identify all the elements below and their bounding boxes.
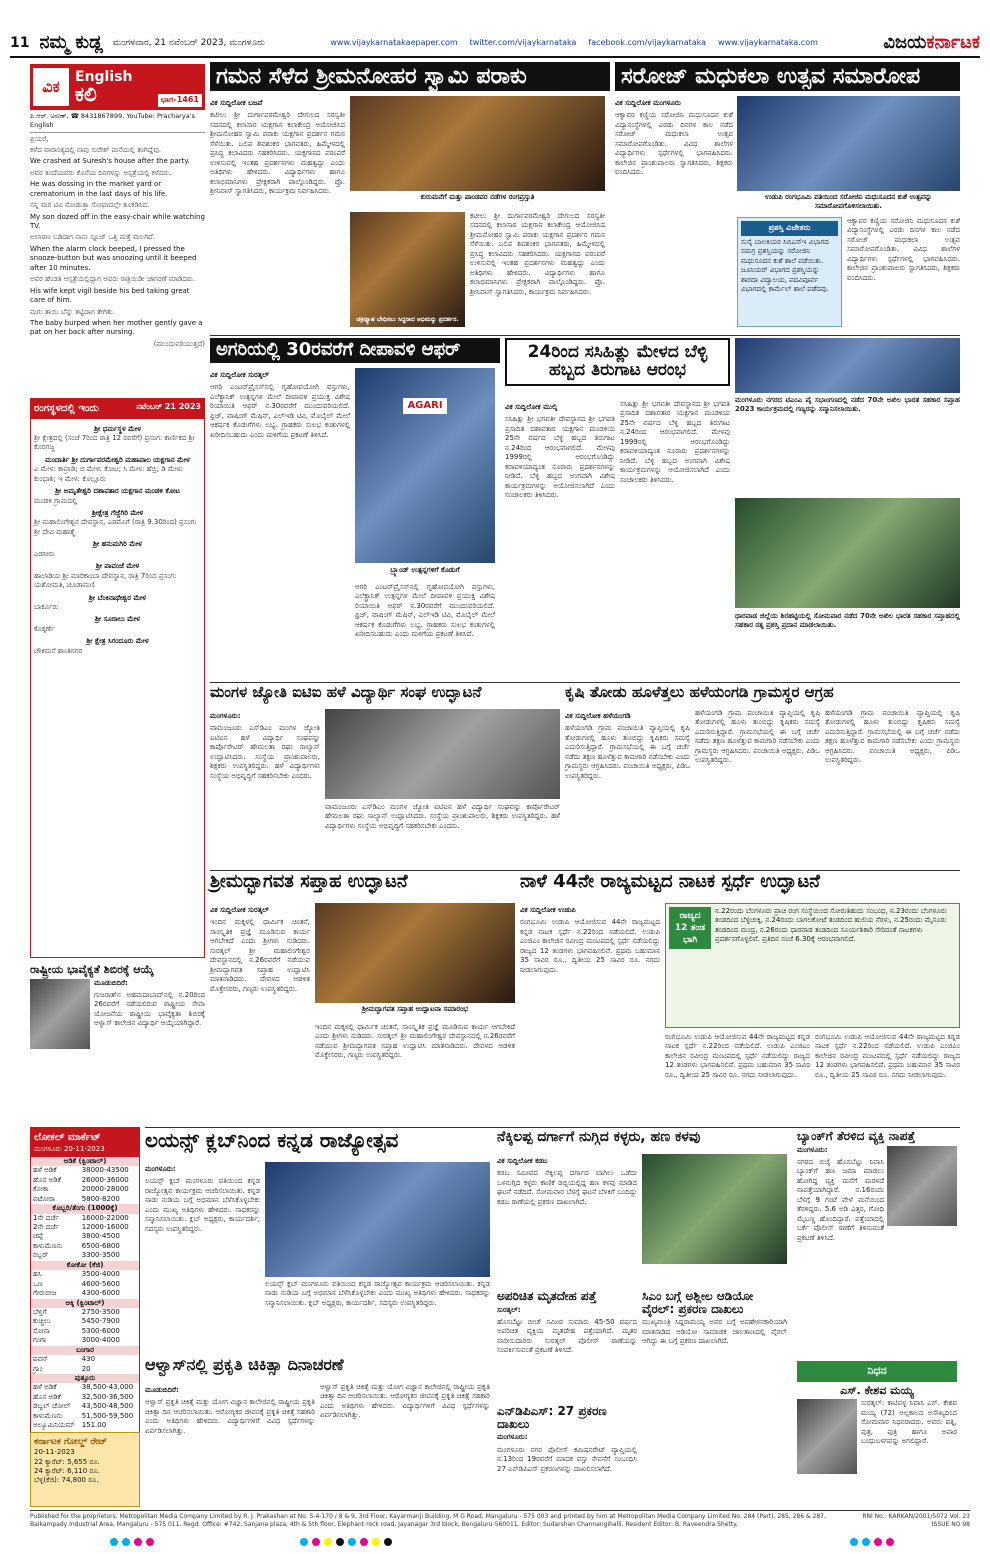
rangasthala-box [30,398,205,958]
krishi-col-1 [565,709,690,781]
market-section: ಕೋಕೋ (ಕೆಜಿ) [31,1261,139,1270]
kali-line-kn: ಪ್ರಿಯರೆ, [30,134,49,143]
market-row: ಕಾಳುಮೆಣಸು 51,500-59,500 [33,1411,134,1420]
agari-byline: ವಿಕ ಸುದ್ದಿಲೋಕ ಸುರತ್ಕಲ್ [210,371,269,379]
apar-article [497,1290,637,1400]
dargah-headline: ನೆಕ್ಕಿಲಪ್ಪ ದರ್ಗಾಗೆ ನುಗ್ಗಿದ ಕಳ್ಳರು, ಹಣ ಕಳವು [497,1129,701,1145]
mangala-body: ವಾಮಂಜೂರು ಎಸ್‌ಡಿಎಂ ಮಂಗಳ ಜ್ಯೋತಿ ಐಟಿಐನ ಹಳೆ ವಿದ್ಯಾರ್ಥಿ ಸಂಘವನ್ನು ಕಾರ್ಪೊರೇಟರ್ ಹೇಮಲತಾ ರಘು ಸಾಲ್ಯಾನ್ ಉದ್ಘಾಟಿಸಿದರು. ಸಂಸ್ಥೆಯ ಪ್ರಾಂಶುಪಾಲರು, ಶಿಕ್ಷಕರು ಉಪಸ್ಥಿತರಿದ್ದರು. ಹಳೆ ವಿದ್ಯಾರ್ಥಿಗಳು ಸಂಸ್ಥೆಯ ಅಭಿವೃದ್ಧಿಗೆ ಸಹಕರಿಸಬೇಕು ಎಂದರು. [210,724,320,780]
market-row: ಕಾಳುಮೆಣಸು 6500-6800 [33,1241,120,1250]
agari-headline: ಅಗರಿಯಲ್ಲಿ 30ರವರೆಗೆ ದೀಪಾವಳಿ ಆಫರ್ [210,338,500,363]
market-section: ಅಡಿಕೆ (ಕ್ವಿಂಟಾಲ್) [31,1157,139,1166]
venue-name: ಶ್ರೀ ಪಾವಂಜೆ ಮೇಳ [95,562,140,571]
nataka-body-cont: ರಂಗಭೂಮಿ ಉಡುಪಿ ಆಯೋಜಿಸುವ 44ನೇ ರಾಜ್ಯಮಟ್ಟದ ಕನ್ನಡ ನಾಟಕ ಸ್ಪರ್ಧೆ ನ.22ರಿಂದ ನಡೆಯಲಿದೆ. ಉಡುಪಿ ಎಂಜಿಎಂ ಕಾಲೇಜಿನ ರವೀಂದ್ರ ಮಂಟಪದಲ್ಲಿ ಸ್ಪರ್ಧೆ ನಡೆಯಲಿದ್ದು ರಾಜ್ಯದ 12 ತಂಡಗಳು ಭಾಗವಹಿಸಲಿವೆ. ಪ್ರಥಮ ಬಹುಮಾನ 35 ಸಾವಿರ ರೂ., ದ್ವಿತೀಯ 25 ಸಾವಿರ ರೂ. ನಗದು ನೀಡಲಾಗುವುದು. [665,1033,810,1079]
yakshagana-photo-2 [350,212,465,327]
alvas-headline: ಆಳ್ವಾಸ್‌ನಲ್ಲಿ ಪ್ರಕೃತಿ ಚಿಕಿತ್ಸಾ ದಿನಾಚರಣೆ [145,1355,344,1374]
apar-body: ಹೊಸಬೆಟ್ಟು ಬೀಚ್ ಸಮೀಪ ಸುಮಾರು 45-50 ವರ್ಷದ ಅಪರಿಚಿತ ವ್ಯಕ್ತಿಯ ಮೃತದೇಹ ಪತ್ತೆಯಾಗಿದೆ. ಮೃತರ ವಾರೀಸುದಾರರು ಸುರತ್ಕಲ್ ಪೊಲೀಸ್ ಠಾಣೆಯನ್ನು ಸಂಪರ್ಕಿಸುವಂತೆ ಪ್ರಕಟಣೆ ತಿಳಿಸಿದೆ. [497,1318,637,1355]
imprint-footer [30,1510,970,1530]
kali-line-en: We crashed at Suresh's house after the party. [30,157,190,166]
page-number: 11 [10,34,30,51]
venue-name: ಶ್ರೀ ಧರ್ಮಸ್ಥಳ ಮೇಳ [94,424,141,433]
market-row: ಪವನ್ 430 [33,1355,96,1364]
market-section: ಅಕ್ಕಿ (ಕ್ವಿಂಟಾಲ್) [31,1299,139,1308]
black-dot [336,1538,344,1546]
lions-article [145,1130,490,1350]
section-logo: ನಮ್ಮ ಕುಡ್ಲ [39,31,103,53]
obituary-name: ಎಸ್. ಕೇಶವ ಮಯ್ಯ [840,1383,914,1397]
venue-name: ಶ್ರೀ ಹನುಮಗಿರಿ ಮೇಳ [93,540,142,549]
kali-line-kn: ಅಲಾರಾಂ ಬಡಿದಾಗ ನಾನು ಸ್ನೂಜ್ ಒತ್ತಿ ಮತ್ತೆ ಮಲಗಿದೆ. [30,233,156,242]
kali-title-kn: ಕಲಿ [75,82,97,106]
saroj-body-cont: ಆಕ್ವಾವರ ಕಣ್ಣಿಯ ಸರೋಜಿನಿ ಮಧುಸೂದನ ಕುಶೆ ವಿದ್ಯಾಸಂಸ್ಥೆಗಳಲ್ಲಿ ಎರಡು ದಿನಗಳ ಕಾಲ ನಡೆದ ಸರೋಜ್ ಮಧುಕಲಾ ಉತ್ಸವ ಸಮಾರೋಪಗೊಂಡಿತು. ವಿವಿಧ ಶಾಲೆಗಳ ವಿದ್ಯಾರ್ಥಿಗಳು ಸ್ಪರ್ಧೆಗಳಲ್ಲಿ ಭಾಗವಹಿಸಿದರು. ಕಾಲೇಜಿನ ಪ್ರಾಂಶುಪಾಲರು ಸ್ವಾಗತಿಸಿದರು, ಶಿಕ್ಷಕರು ವಂದಿಸಿದರು. [847,217,960,282]
cooperative-caption-2: ಧಾರವಾಡ ಜಿಲ್ಲೆಯ ಶಿರಹಟ್ಟಿಯಲ್ಲಿ ಸೋಮವಾರ ನಡೆದ 70ನೇ ಅಖಿಲ ಭಾರತ ಸಹಕಾರ ಸಪ್ತಾಹದಲ್ಲಿ ಸಹಕಾರ ರತ್ನ ಪ್ರಶಸ್ತಿ ಪ್ರದಾನ ಮಾಡಲಾಯಿತು. [735,612,960,630]
kali-line-en: His wife kept vigil beside his bed taking great care of him. [30,286,190,305]
market-table [31,1157,139,1440]
lions-text-col [145,1162,260,1234]
agari-text-col [210,368,350,440]
agari-body-cont: ಆಗರಿ ಎಂಟರ್‌ಪ್ರೈಸಸ್‌ನಲ್ಲಿ ಗೃಹೋಪಯೋಗಿ ವಸ್ತುಗಳು, ಎಲೆಕ್ಟ್ರಾನಿಕ್ ಉತ್ಪನ್ನಗಳ ಮೇಲೆ ದೀಪಾವಳಿ ಪ್ರಯುಕ್ತ ವಿಶೇಷ ರಿಯಾಯಿತಿ ಆಫರ್ ನ.30ರವರೆಗೆ ಮುಂದುವರಿಯಲಿದೆ. ಫ್ರಿಜ್, ವಾಷಿಂಗ್ ಮೆಷಿನ್, ಎಲ್‌ಇಡಿ ಟಿವಿ, ಮೊಬೈಲ್ ಮೇಲೆ ಆಕರ್ಷಕ ಕೊಡುಗೆಗಳು ಲಭ್ಯ. ಗ್ರಾಹಕರು ಸುಲಭ ಕಂತುಗಳಲ್ಲಿ ಖರೀದಿಸಬಹುದು ಎಂದು ಮಳಿಗೆಯ ಪ್ರಕಟಣೆ ತಿಳಿಸಿದೆ. [355,583,495,639]
divider [210,335,960,336]
alvas-article [145,1357,490,1507]
registration-marks-left [110,1538,154,1546]
magenta-dot [886,1538,894,1546]
nataka-schedule-text: ನ.22ರಂದು ಬೆಂಗಳೂರು ಪ್ರಾಚಿ ರಂಗ ಸಂಸ್ಥೆಯಿಂದ ಸೋರುತಿಹುದು ಸಂಬಂಧ, ನ.23ರಂದು ಬೆಂಗಳೂರು ತಂಡದಿಂದ ಬೆಳ್ಳಿಚುಕ್ಕಿ, ನ.24ರಂದು ಬಾಗಲಕೋಟೆ ತಂಡದಿಂದ ಹುಲಿಯ ನೆರಳು, ನ.25ರಂದು ಮೈಸೂರು ತಂಡದಿಂದ ಮಂದ್ರ, ನ.26ರಂದು ಧಾರವಾಡ ತಂಡದಿಂದ ಸೂರ್ಯಶಿಕಾರಿ ಸೇರಿದಂತೆ ನಾಟಕಗಳು ಪ್ರದರ್ಶನಗೊಳ್ಳಲಿವೆ. ಪ್ರತಿದಿನ ಸಂಜೆ 6.30ಕ್ಕೆ ಆರಂಭವಾಗಲಿದೆ. [715,907,947,944]
kali-part-number: ಭಾಗ-1461 [158,94,202,107]
market-row: ಗ್ರಾಂ 20 [33,1364,91,1373]
saroj-body: ಆಕ್ವಾವರ ಕಣ್ಣಿಯ ಸರೋಜಿನಿ ಮಧುಸೂದನ ಕುಶೆ ವಿದ್ಯಾಸಂಸ್ಥೆಗಳಲ್ಲಿ ಎರಡು ದಿನಗಳ ಕಾಲ ನಡೆದ ಸರೋಜ್ ಮಧುಕಲಾ ಉತ್ಸವ ಸಮಾರೋಪಗೊಂಡಿತು. ವಿವಿಧ ಶಾಲೆಗಳ ವಿದ್ಯಾರ್ಥಿಗಳು ಸ್ಪರ್ಧೆಗಳಲ್ಲಿ ಭಾಗವಹಿಸಿದರು. ಕಾಲೇಜಿನ ಪ್ರಾಂಶುಪಾಲರು ಸ್ವಾಗತಿಸಿದರು, ಶಿಕ್ಷಕರು ವಂದಿಸಿದರು. [615,111,733,177]
prize-winners-title: ಪ್ರಶಸ್ತಿ ವಿಜೇತರು [741,221,838,236]
mangala-body-cont: ವಾಮಂಜೂರು ಎಸ್‌ಡಿಎಂ ಮಂಗಳ ಜ್ಯೋತಿ ಐಟಿಐನ ಹಳೆ ವಿದ್ಯಾರ್ಥಿ ಸಂಘವನ್ನು ಕಾರ್ಪೊರೇಟರ್ ಹೇಮಲತಾ ರಘು ಸಾಲ್ಯಾನ್ ಉದ್ಘಾಟಿಸಿದರು. ಸಂಸ್ಥೆಯ ಪ್ರಾಂಶುಪಾಲರು, ಶಿಕ್ಷಕರು ಉಪಸ್ಥಿತರಿದ್ದರು. ಹಳೆ ವಿದ್ಯಾರ್ಥಿಗಳು ಸಂಸ್ಥೆಯ ಅಭಿವೃದ್ಧಿಗೆ ಸಹಕರಿಸಬೇಕು ಎಂದರು. [325,803,560,830]
market-row: ಡಬ್ಬಲ್ ಚೋಲ್ 43,500-48,500 [33,1402,134,1411]
kali-line-kn: ನನ್ನ ಮಗ ಟಿವಿ ನೋಡುತ್ತಾ ಸೋಫಾದಲ್ಲೇ ತೂಕಡಿಸಿದ. [30,201,150,210]
obituary-text: ಸುರತ್ಕಲ್: ಕಾಟಿಪಳ್ಳ ನಿವಾಸಿ ಎಸ್. ಕೇಶವ ಮಯ್ಯ (72) ಅಲ್ಪಕಾಲದ ಅಸೌಖ್ಯದಿಂದ ಸೋಮವಾರ ನಿಧನರಾದರು. ಅವರು ಪತ್ನಿ, ಪುತ್ರ, ಪುತ್ರಿ ಹಾಗೂ ಅಪಾರ ಬಂಧುಬಳಗವನ್ನು ಅಗಲಿದ್ದಾರೆ. [861,1399,957,1446]
venue-name: ಶ್ರೀ ಅಮೃತೇಶ್ವರಿ ದಶಾವತಾರ ಯಕ್ಷಗಾನ ಮಂಡಳಿ ಕೋಟ [55,487,180,496]
krishi-headline: ಕೃಷಿ ತೋಡು ಹೂಳೆತ್ತಲು ಹಳೆಯಂಗಡಿ ಗ್ರಾಮಸ್ಥರ ಆಗ್ರಹ [565,683,834,701]
rangasthala-header [31,399,204,419]
kali-title-en: English [75,69,133,85]
cyan-dot [850,1538,858,1546]
saroj-photo [737,96,960,191]
saroj-caption: ಉಡುಪಿ ರಂಗಭೂಮಿ ವತಿಯಿಂದ ಸರೋಜಿನಿ ಮಧುಸೂದನ ಕುಶೆ ಉತ್ಸವನ್ನು ಸಮಾರೋಪಗೊಳಿಸಲಾಯಿತು. [765,193,932,211]
market-row: ಚಪ್ಪೆ 3800-4500 [33,1232,120,1241]
market-row: ಪಟೋರಾ 5800-8200 [33,1194,120,1203]
market-title: ಲೋಕಲ್ ಮಾರ್ಕೆಟ್ [34,1132,101,1143]
venue-detail: ಚೌಕಿಮನೆ ಶಾಂತಿನಗರ [34,646,83,655]
gold-title: ಕರ್ನಾಟಕ ಗೋಲ್ಡ್ ರೇಟ್ [34,1437,107,1447]
agari-store-photo [355,368,495,563]
magenta-dot [312,1538,320,1546]
gamana-body: ಕಟೀಲು ಶ್ರೀ ದುರ್ಗಾಪರಮೇಶ್ವರಿ ದೇಗುಲದ ಸರಸ್ವತೀ ಸದನದಲ್ಲಿ ಕಲಾಸಾರ ಯಕ್ಷಗಾನ ಕಲಾಕೇಂದ್ರ ಆಯೋಜಿಸಿದ ಶ್ರೀಮನೋಹರ ಸ್ವಾಮಿ ಪರಾಕು ಯಕ್ಷಗಾನ ಪ್ರದರ್ಶನ ಗಮನ ಸೆಳೆಯಿತು. ಬಲಿಪ ಶಿವಶಂಕರ ಭಾಗವತರು, ಹಿಮ್ಮೇಳದಲ್ಲಿ ಪ್ರಸಿದ್ಧ ಕಲಾವಿದರು ಸಹಕರಿಸಿದರು. ಯಕ್ಷಗಾನದ ಪರಂಪರೆ ಉಳಿಸುವಲ್ಲಿ ಇಂತಹ ಪ್ರದರ್ಶನಗಳು ಮಹತ್ವದ್ದು ಎಂದು ಅತಿಥಿಗಳು ಹೇಳಿದರು. ವಿದ್ಯಾರ್ಥಿಗಳು ಹಾಗೂ ಕಲಾಭಿಮಾನಿಗಳು ಪ್ರೇಕ್ಷಕರಾಗಿ ಪಾಲ್ಗೊಂಡಿದ್ದರು. ಪ್ರೊ. ಶ್ರೀನಿವಾಸ್ ಸ್ವಾಗತಿಸಿದರು, ಕಾರ್ಯಕ್ರಮ ನಿರ್ವಹಿಸಿದರು. [210,111,345,195]
market-row: ಸೋನಾ 5300-6000 [33,1326,120,1335]
nataka-body-cont: ರಂಗಭೂಮಿ ಉಡುಪಿ ಆಯೋಜಿಸುವ 44ನೇ ರಾಜ್ಯಮಟ್ಟದ ಕನ್ನಡ ನಾಟಕ ಸ್ಪರ್ಧೆ ನ.22ರಿಂದ ನಡೆಯಲಿದೆ. ಉಡುಪಿ ಎಂಜಿಎಂ ಕಾಲೇಜಿನ ರವೀಂದ್ರ ಮಂಟಪದಲ್ಲಿ ಸ್ಪರ್ಧೆ ನಡೆಯಲಿದ್ದು ರಾಜ್ಯದ 12 ತಂಡಗಳು ಭಾಗವಹಿಸಲಿವೆ. ಪ್ರಥಮ ಬಹುಮಾನ 35 ಸಾವಿರ ರೂ., ದ್ವಿತೀಯ 25 ಸಾವಿರ ರೂ. ನಗದು ನೀಡಲಾಗುವುದು. [815,1033,960,1079]
issue-date: ಮಂಗಳವಾರ, 21 ನವೆಂಬರ್ 2023, ಮಂಗಳೂರು [112,37,265,48]
bhagavata-caption: ಶ್ರೀಮದ್ಭಾಗವತ ಸಪ್ತಾಹ ಉದ್ಘಾಟನಾ ಸಮಾರಂಭ [362,1005,468,1013]
venue-detail: ಶ್ರೀ ಮಹಾಲಿಂಗೇಶ್ವರ ದೇವಸ್ಥಾನ, ಎಡಮೊಗೆ (ರಾತ್ರಿ 9.30ರಿಂದ) ಪ್ರಸಂಗ: ಶ್ರೀ ದೇವಿ ಮಹಾತ್ಮೆ [34,518,197,536]
market-row: ಹಳೆ ಅಡಿಕೆ 38,500-43,000 [33,1383,134,1392]
mangala-photo [325,709,560,799]
venue-detail: ಕೊಕ್ಕರ್ಣೆ [34,624,55,633]
rashtriya-headline: ರಾಷ್ಟ್ರೀಯ ಭಾವೈಕ್ಯತೆ ಶಿಬಿರಕ್ಕೆ ಆಯ್ಕೆ [30,963,154,976]
lions-body: ಲಯನ್ಸ್ ಕ್ಲಬ್ ಮಂಗಳೂರು ವತಿಯಿಂದ ಕನ್ನಡ ರಾಜ್ಯೋತ್ಸವ ಕಾರ್ಯಕ್ರಮ ಆಚರಿಸಲಾಯಿತು. ಕನ್ನಡ ನಾಡು ನುಡಿಯ ಬಗ್ಗೆ ಅಭಿಮಾನ ಬೆಳೆಸಿಕೊಳ್ಳಬೇಕು ಎಂದು ಮುಖ್ಯ ಅತಿಥಿಗಳು ಹೇಳಿದರು. ಸಾಧಕರನ್ನು ಸನ್ಮಾನಿಸಲಾಯಿತು. ಕ್ಲಬ್ ಅಧ್ಯಕ್ಷರು, ಕಾರ್ಯದರ್ಶಿ, ಸದಸ್ಯರು ಉಪಸ್ಥಿತರಿದ್ದರು. [145,1177,260,1233]
krishi-body: ಹಳೆಯಂಗಡಿ ಗ್ರಾಮ ಪಂಚಾಯಿತಿ ವ್ಯಾಪ್ತಿಯಲ್ಲಿ ಕೃಷಿ ತೋಡುಗಳಲ್ಲಿ ಹೂಳು ತುಂಬಿದ್ದು ಕೃಷಿಕರು ಸಮಸ್ಯೆ ಎದುರಿಸುತ್ತಿದ್ದಾರೆ. ಗ್ರಾಮಸಭೆಯಲ್ಲಿ ಈ ಬಗ್ಗೆ ಚರ್ಚೆ ನಡೆದು ತಕ್ಷಣ ಹೂಳೆತ್ತುವ ಕಾಮಗಾರಿ ನಡೆಸಬೇಕು ಎಂದು ಗ್ರಾಮಸ್ಥರು ಆಗ್ರಹಿಸಿದರು. ಪಂಚಾಯಿತಿ ಅಧ್ಯಕ್ಷರು, ಪಿಡಿಒ ಉಪಸ್ಥಿತರಿದ್ದರು. [565,724,690,780]
sasihitlu-col-1 [505,400,615,500]
student-photo [30,979,90,1049]
market-row: ಅಲ್ಯೂಮಿನಿಯಮ್ 151.00 [33,1421,107,1430]
nataka-article [520,873,960,1123]
kali-contact: ಪಿ.ಆರ್. ಅರುಣ್, ☎ 8431867899, YouTube: Pracharya's English [30,112,205,133]
imprint-text: Published for the proprietors, Metropolitan Media Company Limited by R. J. Prakashan at No. 5-4-170 / 8 & 9, 3rd Floor, Kayarmanji Building, M G Road, Mangaluru - 575 003 and printed by him at Metropolitan Media Company Limited No. 284 (Part), 285, 286 & 287, Baikampady Industrial Area, Mangaluru - 575 011. Regd. Office: #742, Sanjana plaza, 4th & 5th floor, Elephant rock road, Jayanagar 3rd block, Bengaluru-560011. Editor: Sudarshan Channangihalli. Resident Editor: B. Raveendra Shetty. [30,1513,826,1529]
agari-caption: ಬ್ರ್ಯಾಂಡ್ ಉತ್ಪನ್ನಗಳಿಗೆ ಕೊಡುಗೆ [390,566,460,574]
gamana-byline: ವಿಕ ಸುದ್ದಿಲೋಕ ಬಜಪೆ [210,99,263,107]
rangasthala-date: ನವೆಂಬರ್ 21 2023 [136,402,201,411]
krishi-body-cont: ಹಳೆಯಂಗಡಿ ಗ್ರಾಮ ಪಂಚಾಯಿತಿ ವ್ಯಾಪ್ತಿಯಲ್ಲಿ ಕೃಷಿ ತೋಡುಗಳಲ್ಲಿ ಹೂಳು ತುಂಬಿದ್ದು ಕೃಷಿಕರು ಸಮಸ್ಯೆ ಎದುರಿಸುತ್ತಿದ್ದಾರೆ. ಗ್ರಾಮಸಭೆಯಲ್ಲಿ ಈ ಬಗ್ಗೆ ಚರ್ಚೆ ನಡೆದು ತಕ್ಷಣ ಹೂಳೆತ್ತುವ ಕಾಮಗಾರಿ ನಡೆಸಬೇಕು ಎಂದು ಗ್ರಾಮಸ್ಥರು ಆಗ್ರಹಿಸಿದರು. ಪಂಚಾಯಿತಿ ಅಧ್ಯಕ್ಷರು, ಪಿಡಿಒ ಉಪಸ್ಥಿತರಿದ್ದರು. [695,709,820,765]
saroj-article [615,62,960,332]
masthead-links [275,38,874,49]
black-dot [384,1538,392,1546]
mangala-text-col [210,709,320,781]
market-row: ಕೋಕಾ 20000-28000 [33,1185,129,1194]
kali-continued: (ಮುಂದುವರಿಯುತ್ತದೆ) [153,339,205,348]
lions-byline: ಮಂಗಳೂರು: [145,1165,176,1173]
cyan-dot [122,1538,130,1546]
apar-headline: ಅಪರಿಚಿತ ಮೃತದೇಹ ಪತ್ತೆ [497,1289,597,1303]
bhagavata-byline: ವಿಕ ಸುದ್ದಿಲೋಕ ಸುರತ್ಕಲ್ [210,906,269,914]
nataka-headline: ನಾಳೆ 44ನೇ ರಾಜ್ಯಮಟ್ಟದ ನಾಟಕ ಸ್ಪರ್ಧೆ ಉದ್ಘಾಟನೆ [520,871,821,892]
store-sign: AGARI [403,398,446,414]
magenta-dot [874,1538,882,1546]
kali-title [75,70,132,104]
yellow-dot [324,1538,332,1546]
sasihitlu-body: ಸಸಿಹಿತ್ಲು ಶ್ರೀ ಭಗವತೀ ದೇವಸ್ಥಾನದ ಶ್ರೀ ಭಗವತಿ ಪ್ರಸಾದಿತ ದಶಾವತಾರ ಯಕ್ಷಗಾನ ಮಂಡಳಿಯ 25ನೇ ವರ್ಷದ ಬೆಳ್ಳಿ ಹಬ್ಬದ ತಿರುಗಾಟ ನ.24ರಿಂದ ಆರಂಭವಾಗಲಿದೆ. ಮೇಳವು 1999ರಲ್ಲಿ ಆರಂಭಗೊಂಡಿದ್ದು ಕರಾವಳಿಯಾದ್ಯಂತ ನೂರಾರು ಪ್ರದರ್ಶನಗಳನ್ನು ನೀಡಿದೆ. ಬೆಳ್ಳಿ ಹಬ್ಬದ ಅಂಗವಾಗಿ ವಿಶೇಷ ಕಾರ್ಯಕ್ರಮಗಳನ್ನು ಆಯೋಜಿಸಲಾಗಿದೆ ಎಂದು ಸಂಚಾಲಕರು ತಿಳಿಸಿದರು. [505,415,615,499]
twitter-link[interactable]: twitter.com/vijaykarnataka [469,37,577,47]
krishi-article [565,685,960,865]
registration-marks-center [300,1538,392,1546]
gamana-body-cont: ಕಟೀಲು ಶ್ರೀ ದುರ್ಗಾಪರಮೇಶ್ವರಿ ದೇಗುಲದ ಸರಸ್ವತೀ ಸದನದಲ್ಲಿ ಕಲಾಸಾರ ಯಕ್ಷಗಾನ ಕಲಾಕೇಂದ್ರ ಆಯೋಜಿಸಿದ ಶ್ರೀಮನೋಹರ ಸ್ವಾಮಿ ಪರಾಕು ಯಕ್ಷಗಾನ ಪ್ರದರ್ಶನ ಗಮನ ಸೆಳೆಯಿತು. ಬಲಿಪ ಶಿವಶಂಕರ ಭಾಗವತರು, ಹಿಮ್ಮೇಳದಲ್ಲಿ ಪ್ರಸಿದ್ಧ ಕಲಾವಿದರು ಸಹಕರಿಸಿದರು. ಯಕ್ಷಗಾನದ ಪರಂಪರೆ ಉಳಿಸುವಲ್ಲಿ ಇಂತಹ ಪ್ರದರ್ಶನಗಳು ಮಹತ್ವದ್ದು ಎಂದು ಅತಿಥಿಗಳು ಹೇಳಿದರು. ವಿದ್ಯಾರ್ಥಿಗಳು ಹಾಗೂ ಕಲಾಭಿಮಾನಿಗಳು ಪ್ರೇಕ್ಷಕರಾಗಿ ಪಾಲ್ಗೊಂಡಿದ್ದರು. ಪ್ರೊ. ಶ್ರೀನಿವಾಸ್ ಸ್ವಾಗತಿಸಿದರು, ಕಾರ್ಯಕ್ರಮ ನಿರ್ವಹಿಸಿದರು. [470,212,605,296]
venue-detail: ಮಂಡಳಿ ಗ್ರಾಮದಲ್ಲಿ [34,496,78,505]
registration-marks-right [850,1538,894,1546]
venue-name: ಶ್ರೀ ಸೂರಾಲು ಮೇಳ [95,615,140,624]
rashtriya-body: ಗುಜರಾತ್‌ನ ಅಹಮದಾಬಾದ್‌ನಲ್ಲಿ ನ.20ರಿಂದ 26ರವರೆಗೆ ನಡೆಯಲಿರುವ ರಾಷ್ಟ್ರೀಯ ಸೇವಾ ಯೋಜನೆಯ ರಾಷ್ಟ್ರೀಯ ಭಾವೈಕ್ಯತಾ ಶಿಬಿರಕ್ಕೆ ಆಳ್ವಾಸ್ ಕಾಲೇಜಿನ ವಿದ್ಯಾರ್ಥಿ ಆಯ್ಕೆಯಾಗಿದ್ದಾರೆ. [94,990,205,1028]
venue-detail: ಬಾರ್ಕೂರು [34,602,59,611]
sasihitlu-byline: ವಿಕ ಸುದ್ದಿಲೋಕ ಮುಲ್ಕಿ [505,403,558,411]
obituary-title: ನಿಧನ [797,1361,957,1382]
venue-name: ಮಂದಾರ್ತಿ ಶ್ರೀ ದುರ್ಗಾಪರಮೇಶ್ವರಿ ಮಹಾಪಾಲ ಯಕ್ಷಗಾನ ಮೇಳ [45,455,190,464]
cooperative-photo-1 [735,338,960,393]
magenta-dot [134,1538,142,1546]
alvas-body-cont: ಆಳ್ವಾಸ್ ಪ್ರಕೃತಿ ಚಿಕಿತ್ಸೆ ಮತ್ತು ಯೋಗ ವಿಜ್ಞಾನ ಕಾಲೇಜಿನಲ್ಲಿ ರಾಷ್ಟ್ರೀಯ ಪ್ರಕೃತಿ ಚಿಕಿತ್ಸಾ ದಿನ ಆಚರಿಸಲಾಯಿತು. ಆರೋಗ್ಯಕರ ಜೀವನಕ್ಕೆ ಪ್ರಕೃತಿ ಚಿಕಿತ್ಸೆ ಸಹಕಾರಿ ಎಂದು ಅತಿಥಿಗಳು ಹೇಳಿದರು. ವಿದ್ಯಾರ್ಥಿಗಳಿಗೆ ವಿವಿಧ ಸ್ಪರ್ಧೆಗಳನ್ನು ಏರ್ಪಡಿಸಲಾಗಿತ್ತು. [320,1383,490,1420]
agari-article [210,338,500,678]
rangasthala-title: ರಂಗಸ್ಥಳದಲ್ಲಿ ಇಂದು [34,403,99,414]
rangasthala-list [31,419,204,660]
cyan-dot [862,1538,870,1546]
facebook-link[interactable]: facebook.com/vijaykarnataka [588,37,707,47]
gamana-article [210,62,610,332]
english-kali-body [30,112,205,392]
bhagavata-article [210,873,515,1123]
venue-name: ಶ್ರೀ ಬೆಂಕಿನಾಥೇಶ್ವರ ಮೇಳ [88,593,147,602]
nataka-text-col [520,903,660,975]
alvas-col-1 [145,1383,315,1436]
kali-line-kn: ಕಳೆದ ವಾರಾಂತ್ಯದಲ್ಲಿ ನಾವು ಸುರೇಶ್ ಮನೆಯಲ್ಲಿ ತಂಗಿದ್ದೆವು. [30,145,162,154]
ndps-body: ಮಂಗಳೂರು ನಗರ ಪೊಲೀಸ್ ಕಮಿಷನರೇಟ್ ವ್ಯಾಪ್ತಿಯಲ್ಲಿ ನ.13ರಿಂದ 19ರವರೆಗೆ ಮಾದಕ ವಸ್ತು ಸೇವನೆಗೆ ಸಂಬಂಧಿಸಿ 27 ಎನ್‌ಡಿಪಿಎಸ್ ಪ್ರಕರಣಗಳನ್ನು ದಾಖಲಿಸಲಾಗಿದೆ. [497,1445,637,1473]
bank-body: ನಗರದ ಬಿಜೈ ಹೊಸಬೆಟ್ಟು ನಿವಾಸಿ ಬ್ಯಾಂಕ್‌ಗೆ ಹಣ ಜಮಾ ಮಾಡಲು ಹೋಗಿದ್ದ ವ್ಯಕ್ತಿ ಮನೆಗೆ ಮರಳದೆ ನಾಪತ್ತೆಯಾಗಿದ್ದಾರೆ. ನ.16ರಂದು ಬೆಳಗ್ಗೆ 9 ಗಂಟೆ ವೇಳೆ ಮನೆಯಿಂದ ತೆರಳಿದ್ದರು. 5.6 ಅಡಿ ಎತ್ತರ, ಗೋಧಿ ಮೈಬಣ್ಣ ಹೊಂದಿದ್ದಾರೆ. ಪತ್ತೆಯಾದಲ್ಲಿ ಬರ್ಕೆ ಪೊಲೀಸ್ ಠಾಣೆಗೆ ತಿಳಿಸುವಂತೆ ಪ್ರಕಟಣೆ ತಿಳಿಸಿದೆ. [797,1158,884,1242]
sasihitlu-article [505,338,730,678]
mangala-byline: ಮಂಗಳೂರು: [210,712,241,720]
market-row: ಬೆಳ್ತಿಗೆ 2750-3500 [33,1307,120,1316]
market-row: ಒಣ 4600-5600 [33,1279,120,1288]
yakshagana-photo-1 [350,96,605,191]
gold-row: ಬೆಳ್ಳಿ(ಕೆಜಿ): 74,800 ರೂ. [34,1476,99,1485]
apar-byline: ಸುರತ್ಕಲ್: [497,1305,521,1314]
brand-logo [883,31,980,55]
market-row: 1ನೇ ದರ್ಜೆ 16000-22000 [33,1213,129,1222]
magenta-dot [360,1538,368,1546]
masthead [10,30,980,58]
missing-person-photo [887,1146,957,1226]
english-kali-header [30,64,205,110]
market-row: ಹಳೆ ಅಡಿಕೆ 38000-43500 [33,1166,129,1175]
dargah-photo [642,1154,787,1264]
bhagavata-photo [315,903,515,1003]
brand-part-b: ಕರ್ನಾಟಕ [926,31,980,53]
gamana-headline: ಗಮನ ಸೆಳೆದ ಶ್ರೀಮನೋಹರ ಸ್ವಾಮಿ ಪರಾಕು [210,62,610,91]
audio-body: ಮುಖ್ಯಮಂತ್ರಿ ಸಿದ್ದರಾಮಯ್ಯ ಅವರ ಬಗ್ಗೆ ಅವಹೇಳನಕಾರಿಯಾಗಿ ಮಾತನಾಡಿದ ಆಡಿಯೋ ಸಾಮಾಜಿಕ ಜಾಲತಾಣದಲ್ಲಿ ವೈರಲ್ ಆಗಿದ್ದು ಈ ಬಗ್ಗೆ ಪ್ರಕರಣ ದಾಖಲಾಗಿದೆ. [642,1318,787,1346]
gold-row: 24 ಕ್ಯಾರೆಟ್: 6,110 ರೂ. [34,1467,100,1476]
bank-headline: ಬ್ಯಾಂಕ್‌ಗೆ ತೆರಳಿದ ವ್ಯಕ್ತಿ ನಾಪತ್ತೆ [797,1129,916,1143]
market-section: ಪುತ್ತೂರು [31,1374,139,1383]
agari-body: ಆಗರಿ ಎಂಟರ್‌ಪ್ರೈಸಸ್‌ನಲ್ಲಿ ಗೃಹೋಪಯೋಗಿ ವಸ್ತುಗಳು, ಎಲೆಕ್ಟ್ರಾನಿಕ್ ಉತ್ಪನ್ನಗಳ ಮೇಲೆ ದೀಪಾವಳಿ ಪ್ರಯುಕ್ತ ವಿಶೇಷ ರಿಯಾಯಿತಿ ಆಫರ್ ನ.30ರವರೆಗೆ ಮುಂದುವರಿಯಲಿದೆ. ಫ್ರಿಜ್, ವಾಷಿಂಗ್ ಮೆಷಿನ್, ಎಲ್‌ಇಡಿ ಟಿವಿ, ಮೊಬೈಲ್ ಮೇಲೆ ಆಕರ್ಷಕ ಕೊಡುಗೆಗಳು ಲಭ್ಯ. ಗ್ರಾಹಕರು ಸುಲಭ ಕಂತುಗಳಲ್ಲಿ ಖರೀದಿಸಬಹುದು ಎಂದು ಮಳಿಗೆಯ ಪ್ರಕಟಣೆ ತಿಳಿಸಿದೆ. [210,383,350,439]
market-date: ಮಂಗಳೂರು 20-11-2023 [34,1144,105,1153]
kali-line-kn: ಅವರ ಹೆಂಡತಿ ಆಸ್ಪತ್ರೆಯಲ್ಲಿದ್ದಾಗ ಅವರು ರಾತ್ರಿಯಿಡೀ ಜಾಗರಣೆ ಮಾಡಿದರು. [30,275,196,284]
magenta-dot [146,1538,154,1546]
mangala-headline: ಮಂಗಳ ಜ್ಯೋತಿ ಐಟಿಐ ಹಳೆ ವಿದ್ಯಾರ್ಥಿ ಸಂಘ ಉದ್ಘಾಟನೆ [210,683,482,701]
gold-row: 22 ಕ್ಯಾರೆಟ್: 5,655 ರೂ. [34,1457,100,1466]
dargah-text-col [497,1154,637,1207]
market-row: ಹೊಸ ಅಡಿಕೆ 26000-36000 [33,1175,129,1184]
bhagavata-body: ಇಂದಿನ ಮಕ್ಕಳಲ್ಲಿ ಧಾರ್ಮಿಕ ಚಿಂತನೆ, ಸಾಂಸ್ಕೃತಿಕ ಪ್ರಜ್ಞೆ ಮೂಡಿಸುವ ಕಾರ್ಯ ಆಗಬೇಕಿದೆ ಎಂದು ಶ್ರೀಗಳು ನುಡಿದರು. ಸುರತ್ಕಲ್ ಶ್ರೀ ಮಹಾಲಿಂಗೇಶ್ವರ ದೇವಸ್ಥಾನದಲ್ಲಿ ನ.26ರವರೆಗೆ ನಡೆಯುವ ಶ್ರೀಮದ್ಭಾಗವತ ಸಪ್ತಾಹ ಉದ್ಘಾಟಿಸಿ ಮಾತನಾಡಿದರು. ದೇವಳದ ಆಡಳಿತ ಮೊಕ್ತೇಸರರು, ಗಣ್ಯರು ಉಪಸ್ಥಿತರಿದ್ದರು. [210,918,310,993]
saroj-text-col [615,96,733,178]
cyan-dot [300,1538,308,1546]
venue-detail: ಹಾಲಾಡಿಯ ಶ್ರೀ ಮಾರಿಕಾಂಬಾ ದೇವಸ್ಥಾನ, ರಾತ್ರಿ 7ರಿಂದ ಪ್ರಸಂಗ: ಯಶೋಮತಿ, ಚೂಡಾಮಣಿ [34,571,177,590]
cyan-dot [110,1538,118,1546]
obituary-box [797,1361,957,1506]
kali-line-en: My son dozed off in the easy-chair while watching TV. [30,212,205,231]
cyan-dot [348,1538,356,1546]
market-row: ಗೇರುಬೀಜ 4300-6000 [33,1289,120,1298]
bank-byline: ಮಂಗಳೂರು: [797,1145,828,1154]
kali-line-kn: ಅವರ ತಂದೆಯವರು ಕೊನೆಯ ದಿನಗಳನ್ನು ಆಸ್ಪತ್ರೆಯಲ್ಲಿ ಕಳೆದರು. [30,168,172,177]
market-row: ಕುಚ್ಚಿಲು 5450-7900 [33,1317,120,1326]
epaper-link[interactable]: www.vijaykarnatakaepaper.com [330,37,458,47]
prize-winners-text: ಸುನೈ ಬಾಲಕಿಯರ ಸಿಬಿಎಸ್‌ಇ ವಿಭಾಗದ ಸಮಗ್ರ ಪ್ರಶಸ್ತಿಯನ್ನು ಸರೋಜಿನಿ ಮಧುಸೂದನ ಕುಶೆ ಶಾಲೆ ಪಡೆಯಿತು. ಜೂನಿಯರ್ ವಿಭಾಗದ ಪ್ರಶಸ್ತಿಯನ್ನು ಶಾರದಾ ವಿದ್ಯಾಲಯ, ಪದವಿಪೂರ್ವ ವಿಭಾಗದಲ್ಲಿ ಕಾರ್ಮೆಲ್ ಶಾಲೆ ಪಡೆದವು. [741,237,829,293]
audio-article [642,1290,787,1500]
prize-winners-box [737,217,842,327]
gold-date: 20-11-2023 [34,1448,75,1457]
krishi-byline: ವಿಕ ಸುದ್ದಿಲೋಕ ಹಳೆಯಂಗಡಿ [565,712,631,720]
market-row: ರಬ್ಬರ್ 3300-3500 [33,1251,120,1260]
kali-line-en: The baby burped when her mother gently gave a pat on her back after nursing. [30,318,203,337]
mangala-article [210,685,560,865]
venue-detail: ಶ್ರೀ ಕ್ಷೇತ್ರದಲ್ಲಿ (ಸಂಜೆ 7ರಿಂದ ರಾತ್ರಿ 12 ರವರೆಗೆ) ಪ್ರಸಂಗ: ಕಾರ್ಣಿಕದ ಶ್ರೀ ಕೊರಗಜ್ಜ [34,433,195,452]
bank-article [797,1130,957,1355]
website-link[interactable]: www.vijaykarnataka.com [718,37,818,47]
rni-number: RNI No.: KARKAN/2001/5072 Vol. 23 ISSUE NO 98 [862,1513,970,1529]
alvas-body: ಆಳ್ವಾಸ್ ಪ್ರಕೃತಿ ಚಿಕಿತ್ಸೆ ಮತ್ತು ಯೋಗ ವಿಜ್ಞಾನ ಕಾಲೇಜಿನಲ್ಲಿ ರಾಷ್ಟ್ರೀಯ ಪ್ರಕೃತಿ ಚಿಕಿತ್ಸಾ ದಿನ ಆಚರಿಸಲಾಯಿತು. ಆರೋಗ್ಯಕರ ಜೀವನಕ್ಕೆ ಪ್ರಕೃತಿ ಚಿಕಿತ್ಸೆ ಸಹಕಾರಿ ಎಂದು ಅತಿಥಿಗಳು ಹೇಳಿದರು. ವಿದ್ಯಾರ್ಥಿಗಳಿಗೆ ವಿವಿಧ ಸ್ಪರ್ಧೆಗಳನ್ನು ಏರ್ಪಡಿಸಲಾಗಿತ್ತು. [145,1398,315,1435]
cooperative-article [735,338,960,678]
kali-line-en: When the alarm clock beeped, I pressed the snooze-button but was snoozing until it beeped after 10 minutes. [30,244,197,272]
dargah-byline: ವಿಕ ಸುದ್ದಿಲೋಕ ಕಡಬ [497,1157,548,1165]
lions-photo [265,1162,490,1277]
bhagavata-body-cont: ಇಂದಿನ ಮಕ್ಕಳಲ್ಲಿ ಧಾರ್ಮಿಕ ಚಿಂತನೆ, ಸಾಂಸ್ಕೃತಿಕ ಪ್ರಜ್ಞೆ ಮೂಡಿಸುವ ಕಾರ್ಯ ಆಗಬೇಕಿದೆ ಎಂದು ಶ್ರೀಗಳು ನುಡಿದರು. ಸುರತ್ಕಲ್ ಶ್ರೀ ಮಹಾಲಿಂಗೇಶ್ವರ ದೇವಸ್ಥಾನದಲ್ಲಿ ನ.26ರವರೆಗೆ ನಡೆಯುವ ಶ್ರೀಮದ್ಭಾಗವತ ಸಪ್ತಾಹ ಉದ್ಘಾಟಿಸಿ ಮಾತನಾಡಿದರು. ದೇವಳದ ಆಡಳಿತ ಮೊಕ್ತೇಸರರು, ಗಣ್ಯರು ಉಪಸ್ಥಿತರಿದ್ದರು. [315,1023,515,1060]
gamana-caption-2: ಚಕ್ರವ್ಯೂಹ ಬೇಧಿಸಲು ಸಿದ್ಧನಾದ ಅಭಿಮನ್ಯು ಪ್ರದರ್ಶನ. [356,316,459,323]
ndps-article [497,1405,637,1505]
lions-headline: ಲಯನ್ಸ್ ಕ್ಲಬ್‌ನಿಂದ ಕನ್ನಡ ರಾಜ್ಯೋತ್ಸವ [145,1128,399,1152]
cooperative-caption-1: ಮಂಗಳೂರು ನಗರದ ಟಿಎಂಎ ಪೈ ಸಭಾಂಗಣದಲ್ಲಿ ನಡೆದ 70ನೇ ಅಖಿಲ ಭಾರತ ಸಹಕಾರ ಸಪ್ತಾಹ 2023 ಕಾರ್ಯಕ್ರಮದಲ್ಲಿ ಗಣ್ಯರನ್ನು ಸನ್ಮಾನಿಸಲಾಯಿತು. [735,396,960,414]
rashtriya-byline: ಮೂಡುಬಿದಿರೆ: [94,978,128,987]
venue-name: ಶ್ರೀ ಕ್ಷೇತ್ರ ಸಿಗಂದೂರು ಮೇಳ [86,637,149,646]
cooperative-photo-2 [735,498,960,608]
market-section: ಕೊಬ್ಬರಿ/ತೆಂಗು (1000ಕ್ಕೆ) [31,1204,139,1213]
lions-body-cont: ಲಯನ್ಸ್ ಕ್ಲಬ್ ಮಂಗಳೂರು ವತಿಯಿಂದ ಕನ್ನಡ ರಾಜ್ಯೋತ್ಸವ ಕಾರ್ಯಕ್ರಮ ಆಚರಿಸಲಾಯಿತು. ಕನ್ನಡ ನಾಡು ನುಡಿಯ ಬಗ್ಗೆ ಅಭಿಮಾನ ಬೆಳೆಸಿಕೊಳ್ಳಬೇಕು ಎಂದು ಮುಖ್ಯ ಅತಿಥಿಗಳು ಹೇಳಿದರು. ಸಾಧಕರನ್ನು ಸನ್ಮಾನಿಸಲಾಯಿತು. ಕ್ಲಬ್ ಅಧ್ಯಕ್ಷರು, ಕಾರ್ಯದರ್ಶಿ, ಸದಸ್ಯರು ಉಪಸ್ಥಿತರಿದ್ದರು. [265,1280,490,1307]
venue-detail: ಎಡನೀರು [34,549,55,558]
gold-rate-box [30,1432,140,1507]
rashtriya-article [30,964,205,1124]
ndps-headline: ಎನ್‌ಡಿಪಿಎಸ್: 27 ಪ್ರಕರಣ ದಾಖಲು [497,1404,607,1431]
bhagavata-headline: ಶ್ರೀಮದ್ಭಾಗವತ ಸಪ್ತಾಹ ಉದ್ಘಾಟನೆ [210,871,408,892]
bhagavata-text-col [210,903,310,994]
sasihitlu-headline: 24ರಿಂದ ಸಸಿಹಿತ್ಲು ಮೇಳದ ಬೆಳ್ಳಿ ಹಬ್ಬದ ತಿರುಗಾಟ ಆರಂಭ [505,338,730,386]
obituary-photo [797,1399,857,1474]
nataka-body: ರಂಗಭೂಮಿ ಉಡುಪಿ ಆಯೋಜಿಸುವ 44ನೇ ರಾಜ್ಯಮಟ್ಟದ ಕನ್ನಡ ನಾಟಕ ಸ್ಪರ್ಧೆ ನ.22ರಿಂದ ನಡೆಯಲಿದೆ. ಉಡುಪಿ ಎಂಜಿಎಂ ಕಾಲೇಜಿನ ರವೀಂದ್ರ ಮಂಟಪದಲ್ಲಿ ಸ್ಪರ್ಧೆ ನಡೆಯಲಿದ್ದು ರಾಜ್ಯದ 12 ತಂಡಗಳು ಭಾಗವಹಿಸಲಿವೆ. ಪ್ರಥಮ ಬಹುಮಾನ 35 ಸಾವಿರ ರೂ., ದ್ವಿತೀಯ 25 ಸಾವಿರ ರೂ. ನಗದು ನೀಡಲಾಗುವುದು. [520,918,660,974]
krishi-body-cont: ಹಳೆಯಂಗಡಿ ಗ್ರಾಮ ಪಂಚಾಯಿತಿ ವ್ಯಾಪ್ತಿಯಲ್ಲಿ ಕೃಷಿ ತೋಡುಗಳಲ್ಲಿ ಹೂಳು ತುಂಬಿದ್ದು ಕೃಷಿಕರು ಸಮಸ್ಯೆ ಎದುರಿಸುತ್ತಿದ್ದಾರೆ. ಗ್ರಾಮಸಭೆಯಲ್ಲಿ ಈ ಬಗ್ಗೆ ಚರ್ಚೆ ನಡೆದು ತಕ್ಷಣ ಹೂಳೆತ್ತುವ ಕಾಮಗಾರಿ ನಡೆಸಬೇಕು ಎಂದು ಗ್ರಾಮಸ್ಥರು ಆಗ್ರಹಿಸಿದರು. ಪಂಚಾಯಿತಿ ಅಧ್ಯಕ್ಷರು, ಪಿಡಿಒ ಉಪಸ್ಥಿತರಿದ್ದರು. [825,709,960,765]
market-row: 2ನೇ ದರ್ಜೆ 12000-16000 [33,1223,129,1231]
nataka-badge: ರಾಜ್ಯದ 12 ತಂಡ ಭಾಗಿ [669,907,711,949]
market-header [31,1128,139,1157]
nataka-byline: ವಿಕ ಸುದ್ದಿಲೋಕ ಉಡುಪಿ [520,906,576,914]
kali-line-en: He was dossing in the market yard or crematorium in the last days of his life. [30,180,168,198]
venue-name: ಶ್ರೀಕ್ಷೇತ್ರ ಗೆಜ್ಜೆಗಿರಿ ಮೇಳ [91,509,144,517]
gamana-caption-1: ಕುರುಮನೆಗೆ ಮತ್ತು ಪಾಂಡವರ ನಡೆಗಳ ರಂಗಪ್ರಸ್ತುತಿ [420,193,535,201]
yellow-dot [372,1538,380,1546]
sasihitlu-body-cont: ಸಸಿಹಿತ್ಲು ಶ್ರೀ ಭಗವತೀ ದೇವಸ್ಥಾನದ ಶ್ರೀ ಭಗವತಿ ಪ್ರಸಾದಿತ ದಶಾವತಾರ ಯಕ್ಷಗಾನ ಮಂಡಳಿಯ 25ನೇ ವರ್ಷದ ಬೆಳ್ಳಿ ಹಬ್ಬದ ತಿರುಗಾಟ ನ.24ರಿಂದ ಆರಂಭವಾಗಲಿದೆ. ಮೇಳವು 1999ರಲ್ಲಿ ಆರಂಭಗೊಂಡಿದ್ದು ಕರಾವಳಿಯಾದ್ಯಂತ ನೂರಾರು ಪ್ರದರ್ಶನಗಳನ್ನು ನೀಡಿದೆ. ಬೆಳ್ಳಿ ಹಬ್ಬದ ಅಂಗವಾಗಿ ವಿಶೇಷ ಕಾರ್ಯಕ್ರಮಗಳನ್ನು ಆಯೋಜಿಸಲಾಗಿದೆ ಎಂದು ಸಂಚಾಲಕರು ತಿಳಿಸಿದರು. [620,400,730,484]
gamana-text-col [210,96,345,196]
market-section: ಬಂಗಾರ [31,1346,139,1355]
dargah-body: ಕಡಬ ಸಮೀಪದ ನೆಕ್ಕಿಲಪ್ಪ ದರ್ಗಾದ ಬಾಗಿಲು ಒಡೆದು ಒಳನುಗ್ಗಿದ ಕಳ್ಳರು ಕಾಣಿಕೆ ಡಬ್ಬಿಯಲ್ಲಿದ್ದ ಹಣ ಕಳವು ಮಾಡಿದ ಘಟನೆ ನಡೆದಿದೆ. ಸೋಮವಾರ ಬೆಳಗ್ಗೆ ಘಟನೆ ಬೆಳಕಿಗೆ ಬಂದಿದ್ದು ಕಡಬ ಠಾಣೆಯಲ್ಲಿ ಪ್ರಕರಣ ದಾಖಲಾಗಿದೆ. [497,1169,637,1206]
saroj-headline: ಸರೋಜ್ ಮಧುಕಲಾ ಉತ್ಸವ ಸಮಾರೋಪ [615,62,960,91]
market-row: ಹಸಿ 3500-4000 [33,1270,120,1279]
audio-headline: ಸಿಎಂ ಬಗ್ಗೆ ಅಶ್ಲೀಲ ಆಡಿಯೋ ವೈರಲ್: ಪ್ರಕರಣ ದಾಖಲು [642,1289,754,1316]
venue-detail: ಎ ಮೇಳ: ಕಾವ್ರಾಡಿ; ಬಿ ಮೇಳ: ಕೋಟ; ಸಿ ಮೇಳ: ಹೆಬ್ರಿ; ಡಿ ಮೇಳ: ಕುಂಭಾಶಿ; ಇ ಮೇಳ: ಕೊಲ್ಲೂರು [34,465,184,483]
kali-line-kn: ಮಗು ತಾಯಿ ಬೆನ್ನು ತಟ್ಟಿದಾಗ ತೇಗಿತು. [30,307,115,316]
market-row: ಹೊಸ ಅಡಿಕೆ 32,500-36,500 [33,1392,134,1401]
nataka-schedule-box [665,903,960,1028]
ndps-byline: ಮಂಗಳೂರು: [497,1433,528,1442]
market-row: ಗಂಗಾ 3000-4000 [33,1336,120,1345]
brand-part-a: ವಿಜಯ [883,31,927,53]
saroj-byline: ವಿಕ ಸುದ್ದಿಲೋಕ ಮಂಗಳೂರು [615,99,681,107]
vk-logo: ವಿಕ [33,68,69,106]
dargah-article [497,1130,787,1285]
alvas-byline: ಮೂಡುಬಿದಿರೆ: [145,1386,179,1394]
